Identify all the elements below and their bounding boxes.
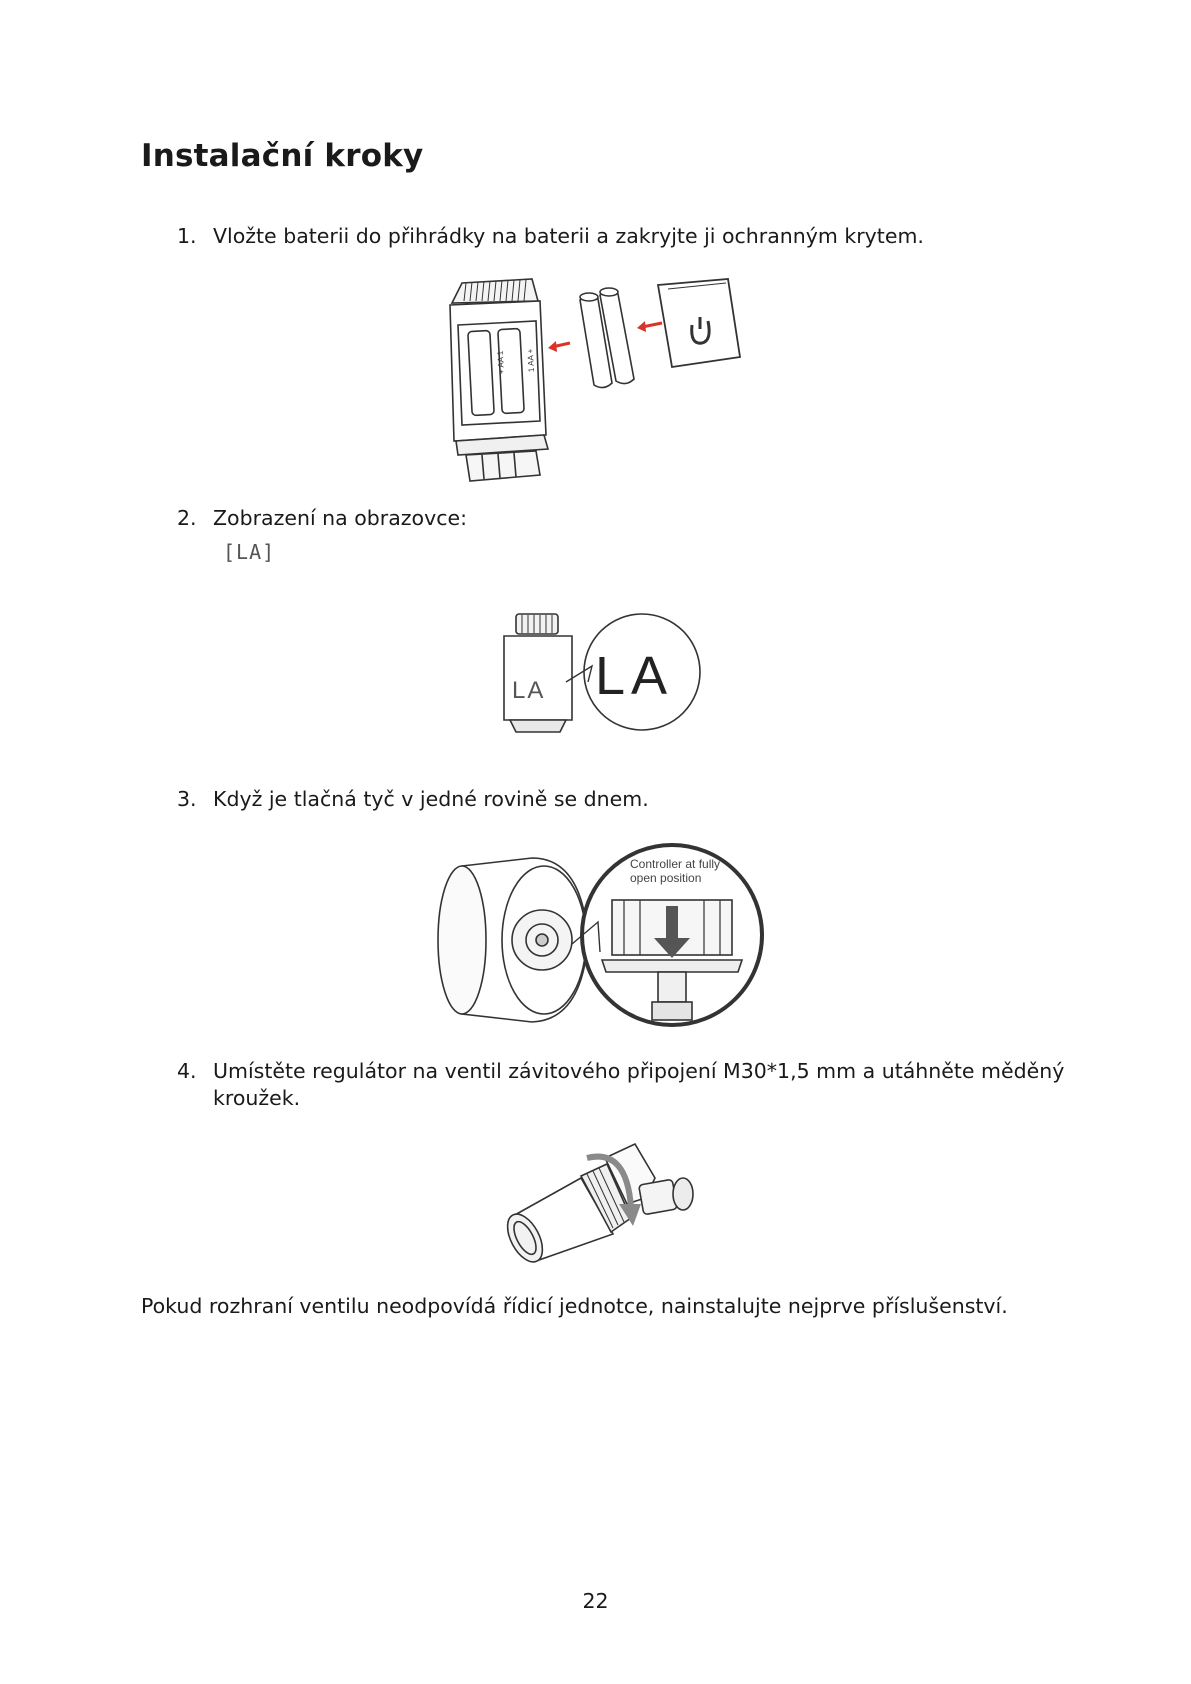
battery-label-2: 1 AA + xyxy=(525,348,536,373)
battery-cover xyxy=(658,279,740,367)
push-rod-illustration xyxy=(412,840,782,1030)
red-arrow-icon xyxy=(548,341,570,352)
lcd-zoom-text: LA xyxy=(595,646,674,706)
step-text: Vložte baterii do přihrádky na baterii a zakryjte ji ochranným krytem. xyxy=(213,224,924,248)
callout-line-2: open position xyxy=(630,871,702,885)
lcd-display-illustration xyxy=(500,612,710,742)
page-title: Instalační kroky xyxy=(141,138,424,174)
battery-pair xyxy=(580,288,634,388)
step-number: 2. xyxy=(177,506,197,530)
callout-line-1: Controller at fully xyxy=(630,857,721,871)
step-number: 1. xyxy=(177,224,197,248)
page-number: 22 xyxy=(582,1589,609,1613)
step-number: 3. xyxy=(177,787,197,811)
valve-mounting-illustration xyxy=(495,1138,710,1268)
step-number: 4. xyxy=(177,1059,197,1083)
lcd-small-text: LA xyxy=(512,677,546,704)
step-text: Zobrazení na obrazovce: xyxy=(213,506,468,530)
battery-label-1: + AA 1 xyxy=(495,350,506,375)
note-text: Pokud rozhraní ventilu neodpovídá řídicí jednotce, nainstalujte nejprve příslušenství. xyxy=(141,1294,1008,1318)
battery-insertion-illustration xyxy=(440,275,750,485)
lcd-code: [LA] xyxy=(223,540,276,564)
step-text: Když je tlačná tyč v jedné rovině se dnem. xyxy=(213,787,649,811)
red-arrow-icon xyxy=(637,321,662,332)
step-text: Umístěte regulátor na ventil závitového připojení M30*1,5 mm a utáhněte měděný kroužek. xyxy=(213,1059,1065,1110)
